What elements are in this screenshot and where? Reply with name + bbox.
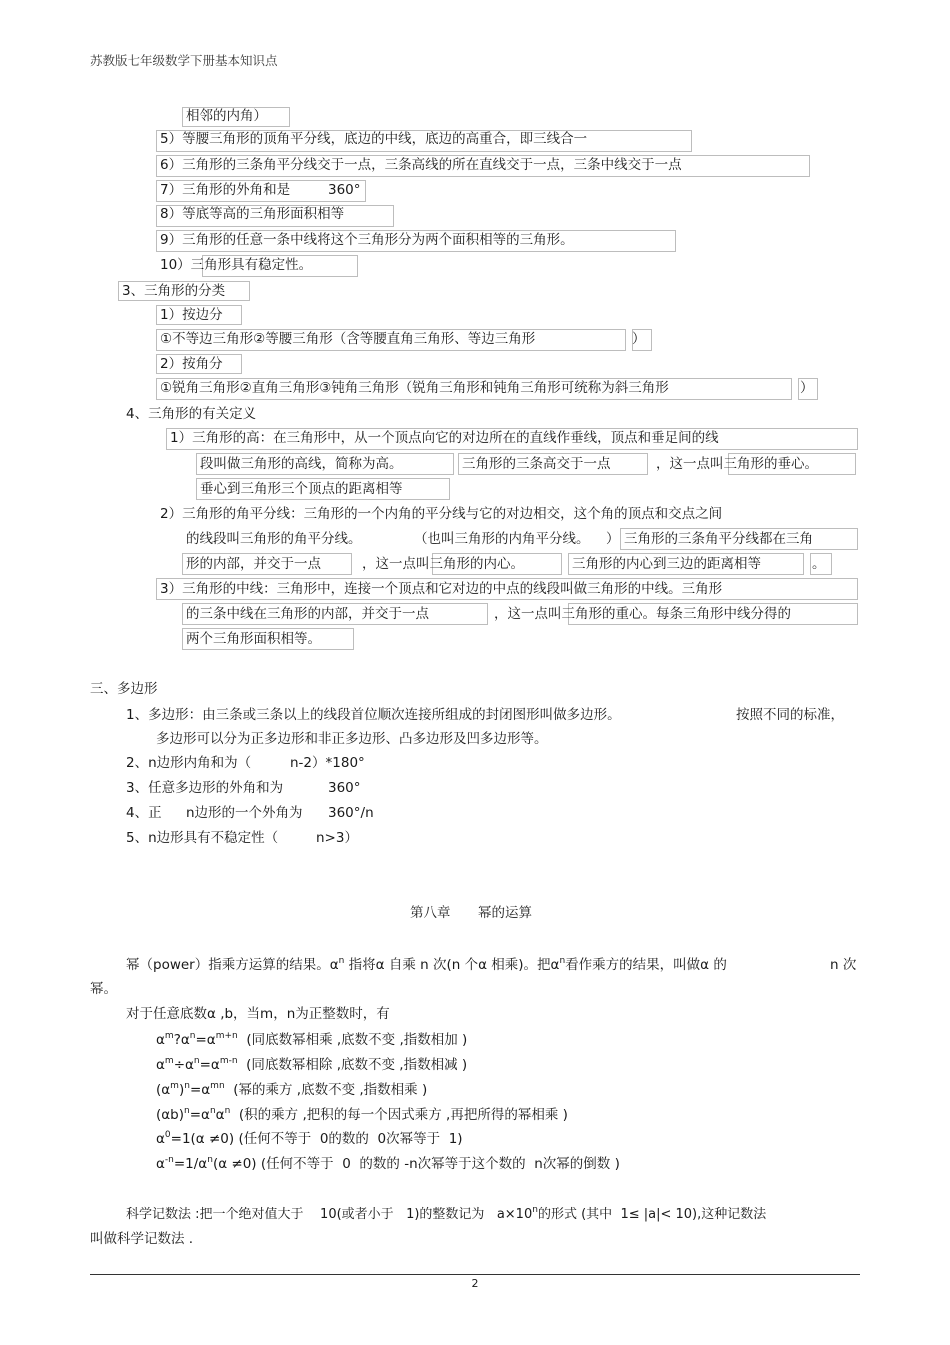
text-line: ①不等边三角形②等腰三角形（含等腰直角三角形、等边三角形 — [160, 331, 536, 347]
section-title: 3、三角形的分类 — [122, 283, 226, 299]
text-line: 360° — [328, 182, 361, 198]
formula-rule: $\alpha^m?\alpha^n=\alpha^{m+n}$ (同底数幂相乘 ,底数不变 ,指数相加 ) — [156, 1031, 468, 1048]
text-line: n>3） — [316, 830, 358, 846]
text-line: 1）按边分 — [160, 307, 223, 323]
text-line: 对于任意底数α ,b，当m，n为正整数时，有 — [126, 1006, 390, 1022]
text-line: 4、正 — [126, 805, 162, 821]
footer-divider — [90, 1274, 860, 1275]
formula-rule: $(\alpha^m)^n=\alpha^{mn}$ (幂的乘方 ,底数不变 ,指数相乘 ) — [156, 1081, 428, 1098]
text-line: 垂心到三角形三个顶点的距离相等 — [200, 481, 403, 497]
text-line: 5）等腰三角形的顶角平分线，底边的中线，底边的高重合，即三线合一 — [160, 131, 588, 147]
text-line: 的线段叫三角形的角平分线。 — [186, 531, 362, 547]
text-line: ） — [632, 331, 646, 347]
text-line: 2）三角形的角平分线：三角形的一个内角的平分线与它的对边相交，这个角的顶点和交点之间 — [160, 506, 723, 522]
text-line: 5、n边形具有不稳定性（ — [126, 830, 279, 846]
text-line: 360° — [328, 780, 361, 796]
text-line: ，这一点叫三角形的内心。 — [362, 556, 524, 572]
text-line: n 次 — [830, 957, 857, 973]
text-line: 3）三角形的中线：三角形中，连接一个顶点和它对边的中点的线段叫做三角形的中线。三角形 — [160, 581, 723, 597]
text-line: 多边形可以分为正多边形和非正多边形、凸多边形及凹多边形等。 — [156, 731, 548, 747]
text-line: 1）三角形的高：在三角形中，从一个顶点向它的对边所在的直线作垂线，顶点和垂足间的线 — [170, 430, 719, 446]
text-line: 段叫做三角形的高线，简称为高。 — [200, 456, 403, 472]
text-line: ） — [606, 531, 620, 547]
text-line: 两个三角形面积相等。 — [186, 631, 321, 647]
text-line: 形的内部，并交于一点 — [186, 556, 321, 572]
text-line: n-2）*180° — [290, 755, 365, 771]
text-line: 1、多边形：由三条或三条以上的线段首位顺次连接所组成的封闭图形叫做多边形。 — [126, 707, 621, 723]
text-line: 按照不同的标准， — [736, 707, 844, 723]
text-line: 幂（power）指乘方运算的结果。$\alpha^n$ 指将α 自乘 n 次(n 个α 相乘)。把$\alpha^n$看作乘方的结果，叫做α 的 — [126, 956, 727, 973]
text-line: 2）按角分 — [160, 356, 223, 372]
text-line: 8）等底等高的三角形面积相等 — [160, 206, 345, 222]
text-line: 3、任意多边形的外角和为 — [126, 780, 284, 796]
text-line: ，这一点叫三角形的垂心。 — [656, 456, 818, 472]
chapter-subtitle: 幂的运算 — [478, 905, 532, 921]
text-line: 三角形的三条高交于一点 — [462, 456, 611, 472]
text-line: （也叫三角形的内角平分线。 — [414, 531, 590, 547]
text-line: 科学记数法 :把一个绝对值大于 10(或者小于 1)的整数记为 $a\times 10^n$的形式 (其中 1≤ |a|< 10),这种记数法 — [126, 1205, 767, 1222]
text-line: 三角形的三条角平分线都在三角 — [624, 531, 813, 547]
formula-rule: $\alpha^0=1(\alpha \ne 0)$ (任何不等于 0的数的 0次幂等于 1) — [156, 1130, 463, 1147]
page-number: 2 — [471, 1277, 479, 1290]
text-line: 2、n边形内角和为（ — [126, 755, 252, 771]
formula-rule: $\alpha^m\div\alpha^n=\alpha^{m-n}$ (同底数幂相除 ,底数不变 ,指数相减 ) — [156, 1056, 468, 1073]
text-line: 相邻的内角） — [186, 108, 267, 124]
formula-rule: $\alpha^{-n}=1/\alpha^n(\alpha \ne 0)$ (任何不等于 0 的数的 -n次幂等于这个数的 n次幂的倒数 ) — [156, 1155, 620, 1172]
chapter-title: 第八章 — [410, 905, 451, 921]
text-line: 10）三角形具有稳定性。 — [160, 257, 313, 273]
section-title: 4、三角形的有关定义 — [126, 406, 257, 422]
text-line: ①锐角三角形②直角三角形③钝角三角形（锐角三角形和钝角三角形可统称为斜三角形 — [160, 380, 669, 396]
text-line: 9）三角形的任意一条中线将这个三角形分为两个面积相等的三角形。 — [160, 232, 574, 248]
text-line: 7）三角形的外角和是 — [160, 182, 291, 198]
text-line: 幂。 — [90, 981, 117, 997]
section-title: 三、多边形 — [90, 681, 158, 697]
text-line: 三角形的内心到三边的距离相等 — [572, 556, 761, 572]
text-line: 6）三角形的三条角平分线交于一点，三条高线的所在直线交于一点，三条中线交于一点 — [160, 157, 682, 173]
page-header: 苏教版七年级数学下册基本知识点 — [90, 53, 278, 68]
text-line: 的三条中线在三角形的内部，并交于一点 — [186, 606, 429, 622]
text-line: 360°/n — [328, 805, 374, 821]
text-line: 。 — [812, 556, 826, 572]
text-line: n边形的一个外角为 — [186, 805, 303, 821]
text-line: 叫做科学记数法 . — [90, 1231, 194, 1247]
formula-rule: $(\alpha b)^n=\alpha^n\alpha^n$ (积的乘方 ,把积的每一个因式乘方 ,再把所得的幂相乘 ) — [156, 1106, 568, 1123]
text-line: ） — [800, 380, 814, 396]
text-line: ，这一点叫三角形的重心。每条三角形中线分得的 — [494, 606, 791, 622]
